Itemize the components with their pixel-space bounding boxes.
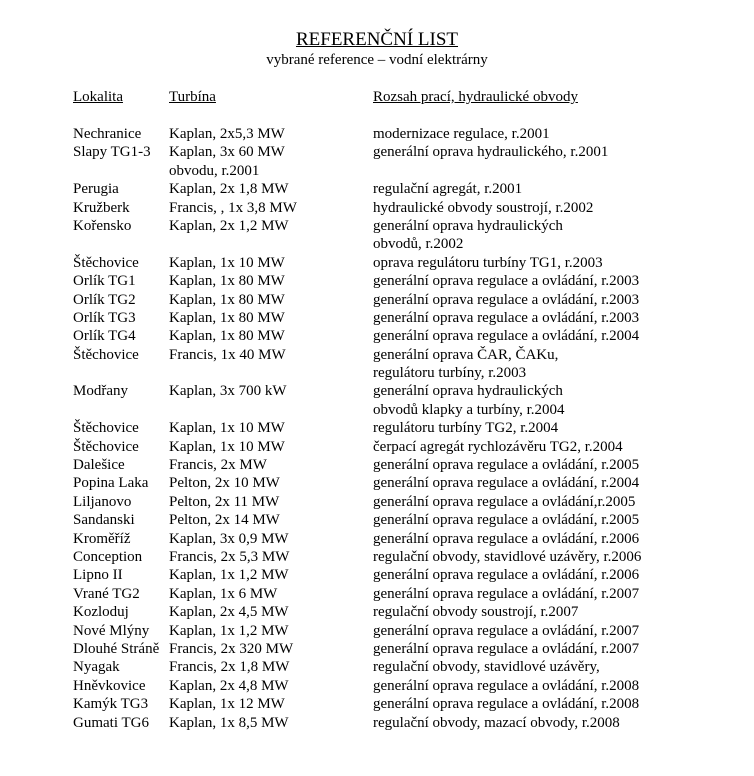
header-lokalita: Lokalita: [73, 89, 123, 105]
table-row: [0, 511, 754, 529]
table-row: [0, 603, 754, 621]
cell-lokalita: Dlouhé Stráně: [73, 640, 160, 657]
cell-turbina: Kaplan, 1x 80 MW: [169, 309, 285, 326]
cell-lokalita: Orlík TG1: [73, 273, 136, 290]
cell-turbina: Kaplan, 2x 1,8 MW: [169, 181, 289, 198]
table-row: [0, 474, 754, 492]
table-row: [0, 217, 754, 235]
cell-rozsah-praci: generální oprava regulace a ovládání, r.2007: [373, 622, 640, 639]
table-row: [0, 272, 754, 290]
cell-turbina: Kaplan, 1x 80 MW: [169, 291, 285, 308]
table-row: [0, 401, 754, 419]
header-turbina: Turbína: [169, 89, 216, 105]
cell-rozsah-praci: generální oprava hydraulických: [373, 383, 563, 400]
cell-lokalita: Orlík TG3: [73, 309, 136, 326]
cell-turbina: Kaplan, 3x 700 kW: [169, 383, 287, 400]
cell-turbina: Pelton, 2x 11 MW: [169, 493, 280, 510]
cell-lokalita: Orlík TG4: [73, 328, 136, 345]
cell-turbina: Kaplan, 1x 1,2 MW: [169, 622, 289, 639]
table-row: [0, 180, 754, 198]
cell-turbina: Kaplan, 2x 4,8 MW: [169, 677, 289, 694]
cell-lokalita: Kozloduj: [73, 604, 129, 621]
cell-rozsah-praci: generální oprava regulace a ovládání, r.2003: [373, 273, 640, 290]
cell-lokalita: Kořensko: [73, 217, 132, 234]
cell-turbina: obvodu, r.2001: [169, 162, 260, 179]
table-row: [0, 640, 754, 658]
cell-lokalita: Štěchovice: [73, 420, 139, 437]
cell-turbina: Kaplan, 1x 6 MW: [169, 585, 278, 602]
cell-turbina: Pelton, 2x 14 MW: [169, 512, 280, 529]
cell-rozsah-praci: čerpací agregát rychlozávěru TG2, r.2004: [373, 438, 623, 455]
cell-rozsah-praci: regulátoru turbíny, r.2003: [373, 365, 527, 382]
cell-lokalita: Štěchovice: [73, 254, 139, 271]
cell-turbina: Francis, 1x 40 MW: [169, 346, 286, 363]
cell-lokalita: Nové Mlýny: [73, 622, 150, 639]
cell-lokalita: Kroměříž: [73, 530, 131, 547]
cell-turbina: Kaplan, 2x 1,2 MW: [169, 217, 289, 234]
cell-lokalita: Liljanovo: [73, 493, 132, 510]
table-row: [0, 309, 754, 327]
document-subtitle: vybrané reference – vodní elektrárny: [266, 52, 488, 68]
header-rozsah-praci: Rozsah prací, hydraulické obvody: [373, 89, 578, 105]
table-row: [0, 456, 754, 474]
cell-rozsah-praci: generální oprava ČAR, ČAKu,: [373, 346, 559, 363]
table-row: [0, 548, 754, 566]
table-row: [0, 327, 754, 345]
cell-turbina: Kaplan, 1x 10 MW: [169, 254, 285, 271]
reference-table: [0, 125, 754, 732]
cell-rozsah-praci: hydraulické obvody soustrojí, r.2002: [373, 199, 594, 216]
cell-rozsah-praci: generální oprava regulace a ovládání, r.2003: [373, 291, 640, 308]
cell-lokalita: Slapy TG1-3: [73, 144, 151, 161]
cell-rozsah-praci: modernizace regulace, r.2001: [373, 126, 550, 142]
table-row: [0, 382, 754, 400]
cell-lokalita: Conception: [73, 548, 143, 565]
table-row: [0, 162, 754, 180]
cell-rozsah-praci: oprava regulátoru turbíny TG1, r.2003: [373, 254, 603, 271]
cell-rozsah-praci: generální oprava regulace a ovládání, r.2006: [373, 530, 640, 547]
cell-turbina: Kaplan, 1x 10 MW: [169, 420, 285, 437]
cell-turbina: Francis, 2x 1,8 MW: [169, 659, 290, 676]
cell-turbina: Kaplan, 1x 12 MW: [169, 696, 285, 713]
cell-lokalita: Štěchovice: [73, 346, 139, 363]
table-row: [0, 566, 754, 584]
table-row: [0, 658, 754, 676]
cell-lokalita: Lipno II: [73, 567, 123, 584]
cell-rozsah-praci: generální oprava regulace a ovládání, r.2004: [373, 475, 640, 492]
table-row: [0, 438, 754, 456]
table-row: [0, 125, 754, 143]
cell-turbina: Kaplan, 1x 1,2 MW: [169, 567, 289, 584]
cell-rozsah-praci: regulační obvody, stavidlové uzávěry,: [373, 659, 600, 676]
cell-turbina: Francis, 2x 5,3 MW: [169, 548, 290, 565]
cell-lokalita: Nyagak: [73, 659, 120, 676]
table-row: [0, 235, 754, 253]
cell-rozsah-praci: generální oprava hydraulických: [373, 217, 563, 234]
cell-lokalita: Dalešice: [73, 457, 125, 474]
cell-lokalita: Vrané TG2: [73, 585, 140, 602]
cell-rozsah-praci: generální oprava regulace a ovládání, r.2008: [373, 677, 640, 694]
cell-turbina: Kaplan, 1x 80 MW: [169, 328, 285, 345]
cell-rozsah-praci: regulační obvody, mazací obvody, r.2008: [373, 714, 620, 731]
cell-lokalita: Orlík TG2: [73, 291, 136, 308]
table-row: [0, 493, 754, 511]
cell-rozsah-praci: generální oprava regulace a ovládání, r.2005: [373, 512, 640, 529]
table-row: [0, 714, 754, 732]
cell-lokalita: Kamýk TG3: [73, 696, 149, 713]
cell-turbina: Francis, 2x 320 MW: [169, 640, 294, 657]
cell-turbina: Francis, 2x MW: [169, 457, 267, 474]
table-row: [0, 364, 754, 382]
cell-rozsah-praci: generální oprava regulace a ovládání, r.2007: [373, 585, 640, 602]
cell-rozsah-praci: regulační obvody soustrojí, r.2007: [373, 604, 579, 621]
cell-lokalita: Modřany: [73, 383, 128, 400]
table-row: [0, 143, 754, 161]
cell-rozsah-praci: regulační obvody, stavidlové uzávěry, r.2006: [373, 548, 642, 565]
cell-rozsah-praci: obvodů klapky a turbíny, r.2004: [373, 401, 565, 418]
table-row: [0, 199, 754, 217]
cell-lokalita: Perugia: [73, 181, 119, 198]
cell-rozsah-praci: generální oprava regulace a ovládání, r.2004: [373, 328, 640, 345]
cell-rozsah-praci: generální oprava regulace a ovládání, r.2005: [373, 457, 640, 474]
cell-turbina: Kaplan, 1x 80 MW: [169, 273, 285, 290]
table-row: [0, 346, 754, 364]
table-row: [0, 419, 754, 437]
cell-turbina: Kaplan, 2x 4,5 MW: [169, 604, 289, 621]
table-row: [0, 291, 754, 309]
table-row: [0, 585, 754, 603]
cell-turbina: Kaplan, 1x 8,5 MW: [169, 714, 289, 731]
cell-rozsah-praci: obvodů, r.2002: [373, 236, 464, 253]
cell-lokalita: Kružberk: [73, 199, 130, 216]
cell-rozsah-praci: regulátoru turbíny TG2, r.2004: [373, 420, 559, 437]
cell-rozsah-praci: generální oprava hydraulického, r.2001: [373, 144, 609, 161]
table-row: [0, 677, 754, 695]
table-row: [0, 695, 754, 713]
cell-turbina: Francis, , 1x 3,8 MW: [169, 199, 297, 216]
cell-turbina: Pelton, 2x 10 MW: [169, 475, 280, 492]
cell-lokalita: Štěchovice: [73, 438, 139, 455]
table-row: [0, 622, 754, 640]
cell-lokalita: Popina Laka: [73, 475, 149, 492]
cell-lokalita: Sandanski: [73, 512, 135, 529]
cell-rozsah-praci: generální oprava regulace a ovládání, r.2006: [373, 567, 640, 584]
cell-turbina: Kaplan, 3x 60 MW: [169, 144, 285, 161]
cell-rozsah-praci: regulační agregát, r.2001: [373, 181, 523, 198]
cell-lokalita: Hněvkovice: [73, 677, 146, 694]
cell-rozsah-praci: generální oprava regulace a ovládání, r.2007: [373, 640, 640, 657]
cell-rozsah-praci: generální oprava regulace a ovládání,r.2005: [373, 493, 636, 510]
table-row: [0, 530, 754, 548]
cell-lokalita: Gumati TG6: [73, 714, 149, 731]
cell-lokalita: Nechranice: [73, 126, 142, 142]
cell-turbina: Kaplan, 2x5,3 MW: [169, 126, 285, 142]
document-title: REFERENČNÍ LIST: [295, 29, 459, 50]
cell-turbina: Kaplan, 1x 10 MW: [169, 438, 285, 455]
cell-rozsah-praci: generální oprava regulace a ovládání, r.2008: [373, 696, 640, 713]
table-row: [0, 254, 754, 272]
cell-rozsah-praci: generální oprava regulace a ovládání, r.2003: [373, 309, 640, 326]
cell-turbina: Kaplan, 3x 0,9 MW: [169, 530, 289, 547]
